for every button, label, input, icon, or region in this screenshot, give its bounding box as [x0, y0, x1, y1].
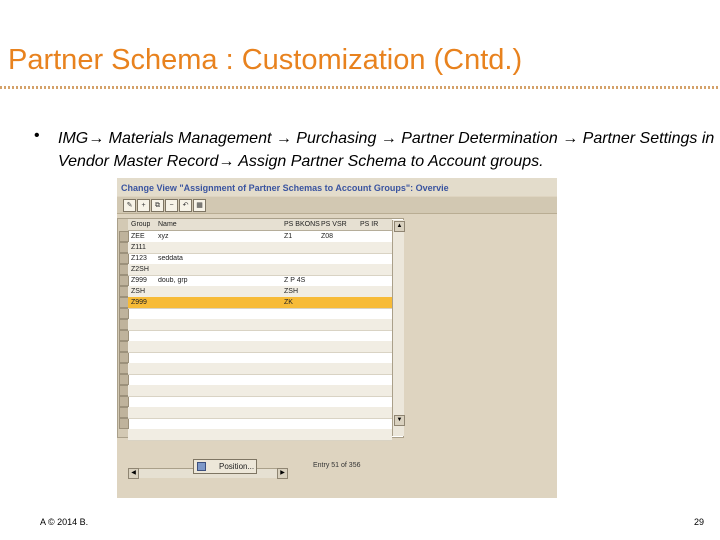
column-header: PS VSR — [321, 221, 347, 228]
column-header: Group — [131, 221, 151, 228]
entry-counter: Entry 51 of 356 — [313, 462, 361, 469]
position-icon — [197, 462, 206, 471]
table-row[interactable] — [128, 429, 392, 441]
group-cell[interactable]: ZEE — [131, 233, 145, 240]
name-cell: seddata — [158, 255, 183, 262]
vertical-scrollbar[interactable] — [392, 220, 404, 436]
footer-copyright: A © 2014 B. — [40, 517, 89, 527]
scroll-left-icon[interactable]: ◀ — [128, 468, 139, 479]
title-divider — [0, 86, 720, 89]
group-cell[interactable]: Z999 — [131, 299, 147, 306]
group-cell[interactable]: Z123 — [131, 255, 147, 262]
ps-bkons-cell[interactable]: ZSH — [284, 288, 298, 295]
page-number: 29 — [694, 517, 705, 527]
name-cell: doub, grp — [158, 277, 188, 284]
select-all-icon[interactable]: ▦ — [193, 199, 206, 212]
scroll-up-icon[interactable]: ▲ — [394, 221, 405, 232]
position-button[interactable] — [193, 459, 257, 474]
bullet-text: IMG→ Materials Management → Purchasing → Partner Determination → Partner Settings in Vendor Master Record→ Assign Partner Schema to Account groups. — [58, 130, 715, 170]
table-header — [128, 219, 392, 231]
ps-bkons-cell[interactable]: ZK — [284, 299, 293, 306]
column-header: PS BKONS — [284, 221, 320, 228]
scroll-right-icon[interactable]: ▶ — [277, 468, 288, 479]
slide-title: Partner Schema : Customization (Cntd.) — [8, 44, 523, 76]
delete-icon[interactable]: − — [165, 199, 178, 212]
scroll-down-icon[interactable]: ▼ — [394, 415, 405, 426]
ps-bkons-cell[interactable]: Z P 4S — [284, 277, 306, 284]
sap-window-title: Change View "Assignment of Partner Schemas to Account Groups": Overvie — [121, 183, 449, 193]
column-header: Name — [158, 221, 177, 228]
edit-icon[interactable]: ✎ — [123, 199, 136, 212]
position-button-label: Position... — [219, 462, 255, 471]
bullet-marker: • — [34, 127, 40, 144]
sap-toolbar — [117, 197, 557, 214]
ps-vsr-cell[interactable]: Z08 — [321, 233, 334, 240]
undo-icon[interactable]: ↶ — [179, 199, 192, 212]
name-cell: xyz — [158, 233, 169, 240]
group-cell[interactable]: Z111 — [131, 244, 146, 251]
group-cell[interactable]: Z999 — [131, 277, 147, 284]
copy-icon[interactable]: ⧉ — [151, 199, 164, 212]
ps-bkons-cell[interactable]: Z1 — [284, 233, 293, 240]
sap-screenshot — [117, 178, 557, 498]
group-cell[interactable]: ZSH — [131, 288, 145, 295]
column-header: PS IR — [360, 221, 379, 228]
new-entries-icon[interactable]: + — [137, 199, 150, 212]
group-cell[interactable]: Z2SH — [131, 266, 149, 273]
